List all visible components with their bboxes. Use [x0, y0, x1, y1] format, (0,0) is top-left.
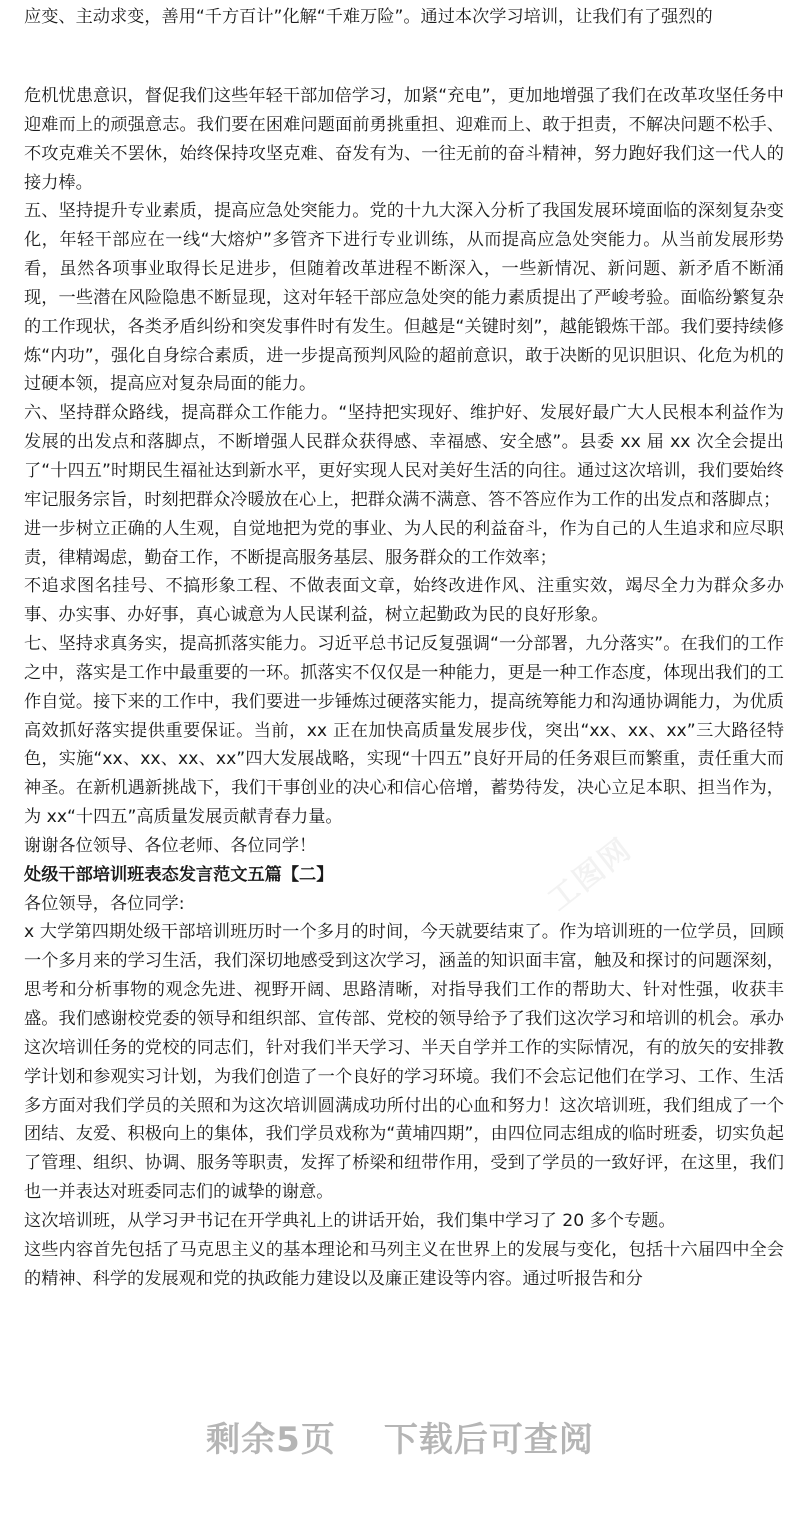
body-paragraph: 危机忧患意识，督促我们这些年轻干部加倍学习，加紧“充电”，更加地增强了我们在改革攻坚任务中迎难而上的顽强意志。我们要在困难问题面前勇挑重担、迎难而上、敢于担责，不解决问题不松手、不攻克难关不罢休，始终保持攻坚克难、奋发有为、一往无前的奋斗精神，努力跑好我们这一代人的接力棒。 [24, 86, 784, 193]
page-top-line: 应变、主动求变，善用“千方百计”化解“千难万险”。通过本次学习培训，让我们有了强烈的 [24, 7, 713, 27]
section-heading: 处级干部培训班表态发言范文五篇【二】 [24, 864, 334, 885]
body-paragraph: 这次培训班，从学习尹书记在开学典礼上的讲话开始，我们集中学习了 20 多个专题。 [24, 1210, 676, 1231]
body-paragraph: 六、坚持群众路线，提高群众工作能力。“坚持把实现好、维护好、发展好最广大人民根本利益作为发展的出发点和落脚点，不断增强人民群众获得感、幸福感、安全感”。县委 xx 届 xx 次全会提出了“十四五”时期民生福祉达到新水平，更好实现人民对美好生活的向往。通过这次培训，我们要始终牢记服务宗旨，时刻把群众冷暖放在心上，把群众满不满意、答不答应作为工作的出发点和落脚点； [24, 403, 784, 510]
body-paragraph: 不追求图名挂号、不搞形象工程、不做表面文章，始终改进作风、注重实效，竭尽全力为群众多办事、办实事、办好事，真心诚意为人民谋利益，树立起勤政为民的良好形象。 [24, 576, 784, 626]
watermark: 工图网 [541, 831, 639, 919]
download-banner[interactable] [0, 1412, 800, 1461]
document-body [24, 82, 784, 1293]
download-hint-label: 下载后可查阅 [383, 1420, 594, 1460]
body-paragraph: 这些内容首先包括了马克思主义的基本理论和马列主义在世界上的发展与变化，包括十六届四中全会的精神、科学的发展观和党的执政能力建设以及廉正建设等内容。通过听报告和分 [24, 1239, 784, 1289]
body-paragraph: 各位领导，各位同学: [24, 893, 185, 914]
body-paragraph: 七、坚持求真务实，提高抓落实能力。习近平总书记反复强调“一分部署，九分落实”。在我们的工作之中，落实是工作中最重要的一环。抓落实不仅仅是一种能力，更是一种工作态度，体现出我们的工作自觉。接下来的工作中，我们要进一步锤炼过硬落实能力，提高统筹能力和沟通协调能力，为优质高效抓好落实提供重要保证。当前，xx 正在加快高质量发展步伐，突出“xx、xx、xx”三大路径特色，实施“xx、xx、xx、xx”四大发展战略，实现“十四五”良好开局的任务艰巨而繁重，责任重大而神圣。在新机遇新挑战下，我们干事创业的决心和信心倍增，蓄势待发，决心立足本职、担当作为，为 xx“十四五”高质量发展贡献青春力量。 [24, 634, 784, 828]
body-paragraph: 进一步树立正确的人生观，自觉地把为党的事业、为人民的利益奋斗，作为自己的人生追求和应尽职责，律精竭虑，勤奋工作，不断提高服务基层、服务群众的工作效率； [24, 518, 784, 568]
body-paragraph: x 大学第四期处级干部培训班历时一个多月的时间，今天就要结束了。作为培训班的一位学员，回顾一个多月来的学习生活，我们深切地感受到这次学习，涵盖的知识面丰富，触及和探讨的问题深刻，思考和分析事物的观念先进、视野开阔、思路清晰，对指导我们工作的帮助大、针对性强，收获丰盛。我们感谢校党委的领导和组织部、宣传部、党校的领导给予了我们这次学习和培训的机会。承办这次培训任务的党校的同志们，针对我们半天学习、半天自学并工作的实际情况，有的放矢的安排教学计划和参观实习计划，为我们创造了一个良好的学习环境。我们不会忘记他们在学习、工作、生活多方面对我们学员的关照和为这次培训圆满成功所付出的心血和努力！这次培训班，我们组成了一个团结、友爱、积极向上的集体，我们学员戏称为“黄埔四期”，由四位同志组成的临时班委，切实负起了管理、组织、协调、服务等职责，发挥了桥梁和纽带作用，受到了学员的一致好评，在这里，我们也一并表达对班委同志们的诚挚的谢意。 [24, 922, 784, 1203]
body-paragraph: 谢谢各位领导、各位老师、各位同学！ [24, 835, 317, 856]
remaining-pages-label: 剩余5页 [206, 1420, 336, 1460]
body-paragraph: 五、坚持提升专业素质，提高应急处突能力。党的十九大深入分析了我国发展环境面临的深刻复杂变化，年轻干部应在一线“大熔炉”多管齐下进行专业训练，从而提高应急处突能力。从当前发展形势看，虽然各项事业取得长足进步，但随着改革进程不断深入，一些新情况、新问题、新矛盾不断涌现，一些潜在风险隐患不断显现，这对年轻干部应急处突的能力素质提出了严峻考验。面临纷繁复杂的工作现状，各类矛盾纠纷和突发事件时有发生。但越是“关键时刻”，越能锻炼干部。我们要持续修炼“内功”，强化自身综合素质，进一步提高预判风险的超前意识，敢于决断的见识胆识、化危为机的过硬本领，提高应对复杂局面的能力。 [24, 201, 784, 395]
